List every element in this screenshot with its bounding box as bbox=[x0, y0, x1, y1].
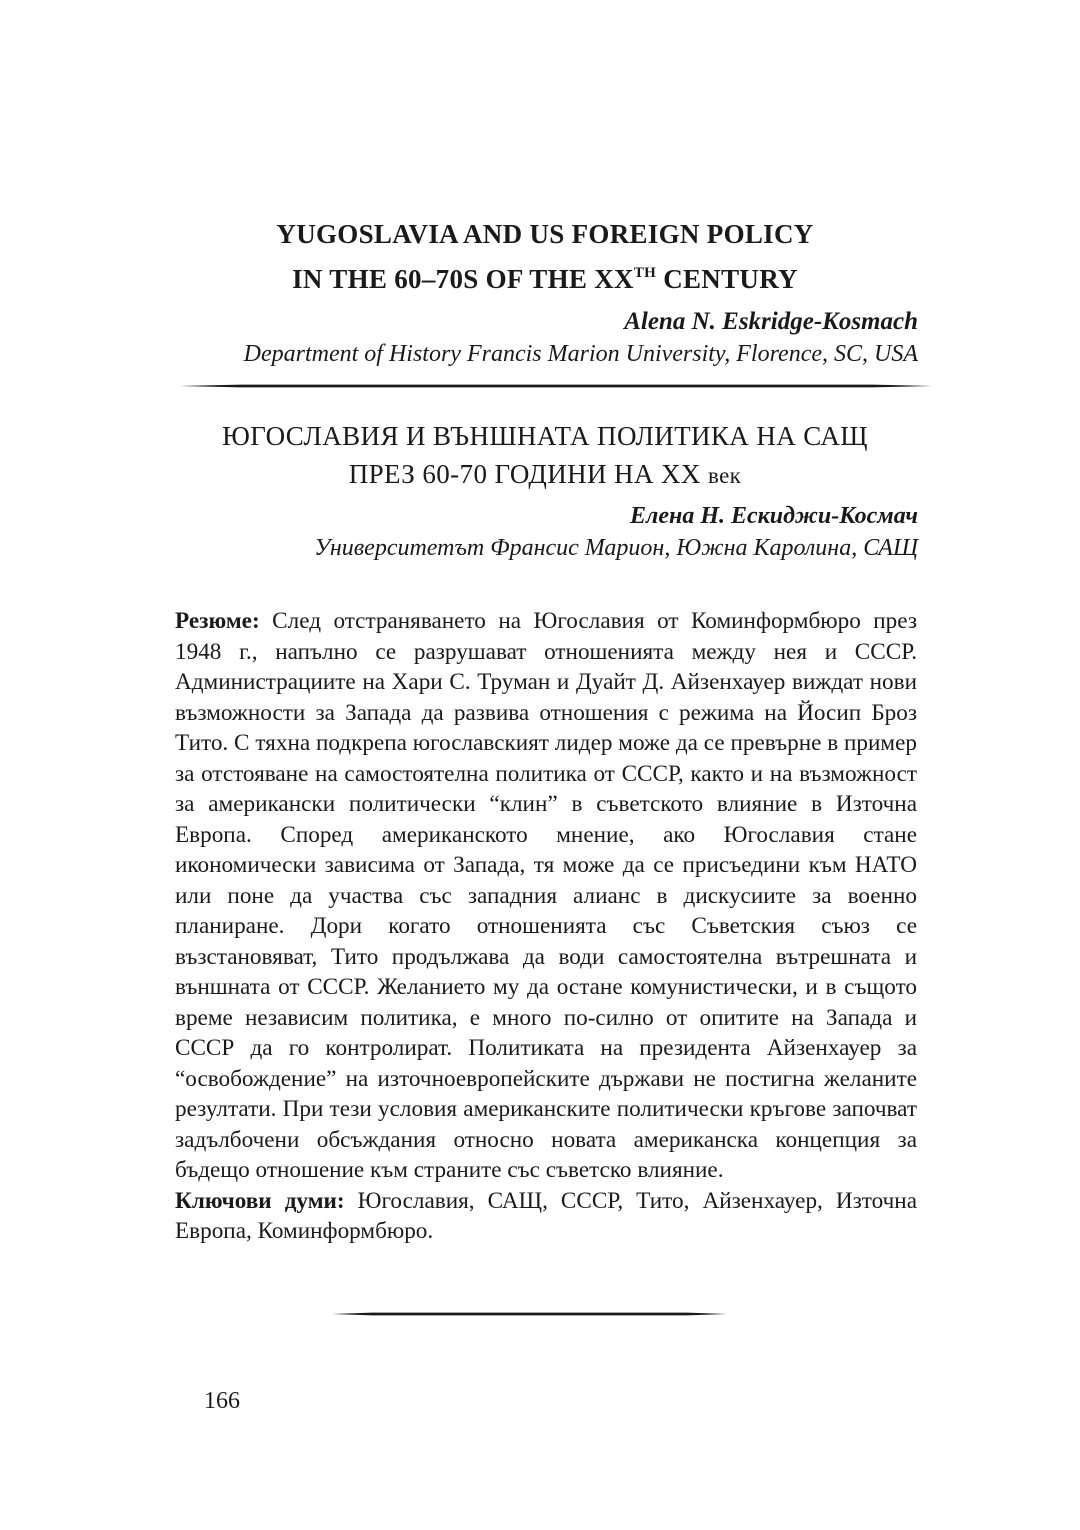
bulgarian-author: Елена Н. Ескиджи-Космач bbox=[630, 503, 918, 529]
english-title-line-2 bbox=[110, 262, 980, 296]
top-divider-rule bbox=[180, 384, 932, 388]
bulgarian-affiliation: Университетът Франсис Марион, Южна Каролина, САЩ bbox=[314, 535, 918, 561]
abstract-label: Резюме: bbox=[175, 608, 260, 634]
english-title-line-1: YUGOSLAVIA AND US FOREIGN POLICY bbox=[276, 219, 814, 249]
abstract-paragraph bbox=[175, 606, 917, 1186]
english-title-superscript: TH bbox=[633, 265, 657, 281]
page-number: 166 bbox=[204, 1388, 240, 1414]
bottom-divider-rule bbox=[332, 1312, 727, 1316]
english-title-line-2-suffix: CENTURY bbox=[656, 264, 798, 294]
bulgarian-title-line-2 bbox=[110, 457, 980, 493]
keywords-text: Югославия, САЩ, СССР, Тито, Айзенхауер, Източна Европа, Коминформбюро. bbox=[175, 1187, 917, 1244]
keywords-paragraph bbox=[175, 1186, 917, 1247]
english-affiliation: Department of History Francis Marion University, Florence, SC, USA bbox=[243, 341, 918, 367]
english-author: Alena N. Eskridge-Kosmach bbox=[624, 308, 918, 335]
english-title-line-2-prefix: IN THE 60–70S OF THE XX bbox=[292, 264, 634, 294]
keywords-label: Ключови думи: bbox=[175, 1187, 345, 1214]
bulgarian-title-line-2-small: век bbox=[707, 463, 742, 488]
abstract-block bbox=[175, 606, 917, 1247]
bulgarian-title-line-1: ЮГОСЛАВИЯ И ВЪНШНАТА ПОЛИТИКА НА САЩ bbox=[222, 421, 868, 451]
bulgarian-title-line-2-main: ПРЕЗ 60-70 ГОДИНИ НА XX bbox=[348, 459, 708, 489]
abstract-text: След отстраняването на Югославия от Коминформбюро през 1948 г., напълно се разрушават отношенията между нея и СССР. Администрациите на Хари С. Труман и Дуайт Д. Айзенхауер виждат нови възможности за Запада да развива отношения с режима на Йосип Броз Тито. С тяхна подкрепа югославският лидер може да се превърне в пример за отстояване на самостоятелна политика от СССР, както и на възможност за американски политически “клин” в съветското влияние в Източна Европа. Според американското мнение, ако Югославия стане икономически зависима от Запада, тя може да се присъедини към НАТО или поне да участва със западния алианс в дискусиите за военно планиране. Дори когато отношенията със Съветския съюз се възстановяват, Тито продължава да води самостоятелна вътрешната и външната от СССР. Желанието му да остане комунистически, и в същото време независим политика, е много по-силно от опитите на Запада и СССР да го контролират. Политиката на президента Айзенхауер за “освобождение” на източноевропейските държави не постигна желаните резултати. При тези условия американските политически кръгове започват задълбочени обсъждания относно новата американска концепция за бъдещо отношение към страните със съветско влияние. bbox=[175, 608, 917, 1183]
